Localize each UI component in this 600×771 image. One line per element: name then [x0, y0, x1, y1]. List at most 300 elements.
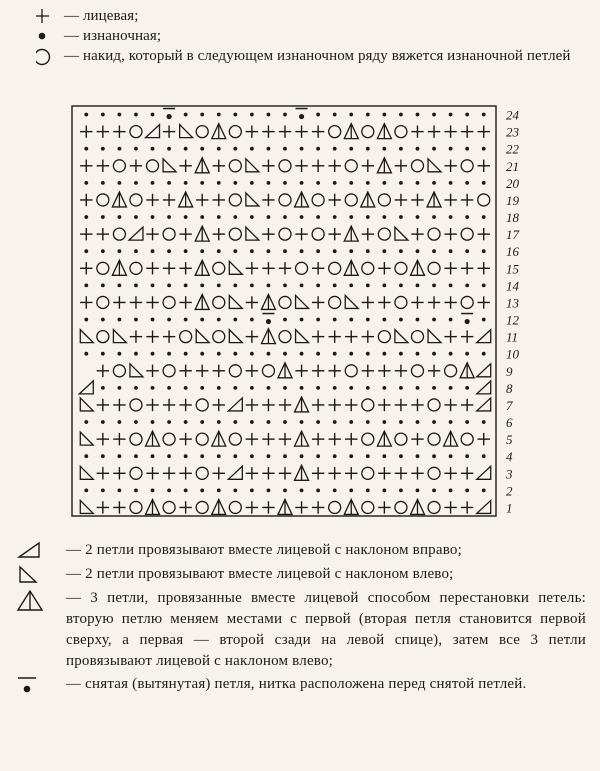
purl-stitch	[250, 318, 254, 322]
knit-stitch	[246, 433, 258, 445]
knit-stitch	[113, 125, 125, 137]
knit-stitch	[80, 125, 92, 137]
purl-stitch	[349, 215, 353, 219]
yarn-over-stitch	[196, 433, 208, 445]
knit-stitch	[246, 330, 258, 342]
purl-stitch	[267, 249, 271, 253]
knit-stitch	[411, 296, 423, 308]
purl-stitch	[167, 147, 171, 151]
purl-stitch	[151, 215, 155, 219]
knit-stitch	[279, 467, 291, 479]
purl-stitch	[167, 283, 171, 287]
purl-stitch	[399, 488, 403, 492]
purl-stitch	[300, 215, 304, 219]
purl-stitch	[349, 181, 353, 185]
knit-stitch	[295, 501, 307, 513]
purl-stitch	[449, 181, 453, 185]
purl-stitch	[217, 147, 221, 151]
legend-row-slipped	[14, 674, 586, 696]
purl-stitch	[283, 420, 287, 424]
knit-stitch	[362, 160, 374, 172]
row-number: 15	[506, 261, 519, 277]
purl-stitch	[151, 249, 155, 253]
purl-stitch	[382, 215, 386, 219]
dec-3-stitch	[295, 192, 309, 207]
dec-left-stitch	[296, 330, 309, 343]
purl-stitch	[233, 147, 237, 151]
chart-row	[80, 294, 490, 309]
purl-stitch	[167, 420, 171, 424]
yarn-over-stitch	[378, 331, 390, 343]
knit-stitch	[179, 399, 191, 411]
purl-stitch	[333, 147, 337, 151]
purl-stitch	[167, 352, 171, 356]
yarn-over-stitch	[229, 433, 241, 445]
purl-stitch	[399, 318, 403, 322]
purl-stitch	[449, 454, 453, 458]
knit-stitch	[378, 467, 390, 479]
purl-stitch	[366, 249, 370, 253]
chart-row	[84, 147, 485, 151]
purl-stitch	[316, 488, 320, 492]
purl-stitch	[449, 318, 453, 322]
purl-stitch	[300, 181, 304, 185]
knit-stitch	[113, 296, 125, 308]
purl-stitch	[250, 147, 254, 151]
dec-left-stitch	[80, 500, 93, 513]
yarn-over-stitch	[130, 194, 142, 206]
dec-right-stitch	[477, 330, 491, 343]
purl-stitch	[333, 283, 337, 287]
purl-stitch	[217, 488, 221, 492]
knit-stitch	[345, 330, 357, 342]
dec-left-stitch	[395, 227, 408, 240]
purl-stitch	[267, 454, 271, 458]
purl-stitch	[432, 318, 436, 322]
purl-stitch	[184, 147, 188, 151]
knit-stitch	[295, 228, 307, 240]
yarn-over-stitch	[196, 467, 208, 479]
chart-row	[84, 283, 485, 287]
chart-row	[80, 465, 490, 480]
dec-right-stitch	[79, 381, 93, 394]
knit-stitch	[461, 330, 473, 342]
yarn-over-stitch	[163, 501, 175, 513]
dec-left-icon	[14, 564, 66, 586]
yarn-over-stitch	[229, 160, 241, 172]
purl-stitch	[200, 249, 204, 253]
knit-stitch	[179, 365, 191, 377]
purl-stitch	[200, 113, 204, 117]
purl-stitch	[399, 249, 403, 253]
purl-stitch	[118, 249, 122, 253]
purl-stitch	[300, 488, 304, 492]
purl-stitch	[184, 215, 188, 219]
purl-stitch	[482, 488, 486, 492]
purl-stitch	[366, 181, 370, 185]
purl-stitch	[233, 283, 237, 287]
knit-stitch	[395, 194, 407, 206]
knit-stitch	[378, 399, 390, 411]
purl-stitch	[432, 488, 436, 492]
purl-stitch	[101, 147, 105, 151]
purl-stitch	[250, 181, 254, 185]
knit-stitch	[179, 262, 191, 274]
knit-stitch	[146, 365, 158, 377]
purl-stitch	[382, 283, 386, 287]
dec-3-stitch	[295, 397, 309, 412]
purl-stitch	[167, 386, 171, 390]
yarn-over-stitch	[279, 194, 291, 206]
knit-stitch	[130, 296, 142, 308]
knit-stitch	[146, 399, 158, 411]
yarn-over-stitch	[130, 467, 142, 479]
purl-stitch	[118, 283, 122, 287]
knit-stitch	[97, 467, 109, 479]
knit-stitch	[113, 433, 125, 445]
dec-3-stitch	[377, 124, 391, 139]
dec-3-stitch	[195, 294, 209, 309]
knit-stitch	[80, 194, 92, 206]
yarn-over-stitch	[163, 296, 175, 308]
purl-stitch	[316, 249, 320, 253]
yarn-over-stitch	[428, 467, 440, 479]
chart-row	[80, 158, 490, 173]
purl-stitch	[416, 386, 420, 390]
yarn-over-stitch	[130, 262, 142, 274]
yarn-over-stitch	[329, 296, 341, 308]
purl-stitch	[283, 181, 287, 185]
knit-stitch	[262, 228, 274, 240]
purl-stitch	[217, 454, 221, 458]
purl-stitch	[134, 215, 138, 219]
knit-stitch	[395, 467, 407, 479]
knit-stitch	[312, 433, 324, 445]
purl-stitch	[101, 181, 105, 185]
purl-stitch	[134, 488, 138, 492]
purl-stitch	[151, 181, 155, 185]
chart-row	[80, 397, 490, 412]
yarn-over-stitch	[97, 262, 109, 274]
knit-stitch	[411, 467, 423, 479]
knit-stitch	[478, 125, 490, 137]
purl-stitch	[118, 147, 122, 151]
purl-stitch	[250, 454, 254, 458]
purl-stitch	[482, 113, 486, 117]
dec-3-stitch	[278, 363, 292, 378]
dec-left-stitch	[428, 330, 441, 343]
purl-stitch	[432, 386, 436, 390]
purl-stitch	[465, 147, 469, 151]
dec-3-stitch	[377, 158, 391, 173]
dec-left-stitch	[229, 330, 242, 343]
purl-stitch	[184, 420, 188, 424]
purl-stitch	[300, 249, 304, 253]
purl-stitch	[399, 352, 403, 356]
purl-stitch	[283, 113, 287, 117]
row-number: 11	[506, 329, 519, 345]
knit-stitch	[246, 501, 258, 513]
yarn-over-stitch	[445, 365, 457, 377]
purl-stitch	[349, 352, 353, 356]
purl-stitch	[250, 352, 254, 356]
chart-row	[80, 260, 490, 275]
dec-3-stitch	[344, 260, 358, 275]
yarn-over-stitch	[461, 433, 473, 445]
knit-stitch	[428, 365, 440, 377]
purl-stitch	[267, 113, 271, 117]
knit-stitch	[428, 125, 440, 137]
knit-stitch	[411, 433, 423, 445]
purl-stitch	[217, 249, 221, 253]
purl-stitch	[118, 386, 122, 390]
purl-stitch	[267, 352, 271, 356]
purl-stitch	[449, 249, 453, 253]
yarn-over-stitch	[362, 501, 374, 513]
purl-stitch	[233, 249, 237, 253]
knit-stitch	[213, 365, 225, 377]
purl-stitch	[482, 352, 486, 356]
purl-stitch	[316, 215, 320, 219]
purl-stitch	[84, 113, 88, 117]
dec-3-stitch	[460, 363, 474, 378]
chart-row	[84, 109, 485, 120]
yarn-over-stitch	[345, 365, 357, 377]
yarn-over-stitch	[229, 365, 241, 377]
dec-right-stitch	[146, 125, 160, 138]
purl-stitch	[118, 181, 122, 185]
knit-stitch	[411, 125, 423, 137]
purl-stitch	[167, 488, 171, 492]
dec-left-stitch	[130, 364, 143, 377]
purl-stitch	[200, 215, 204, 219]
dec-3-stitch	[195, 260, 209, 275]
yarn-over-stitch	[113, 160, 125, 172]
knit-stitch	[411, 228, 423, 240]
purl-stitch	[101, 454, 105, 458]
knit-stitch	[312, 399, 324, 411]
purl-stitch	[416, 147, 420, 151]
knit-stitch	[411, 399, 423, 411]
purl-stitch	[250, 386, 254, 390]
chart-row	[84, 420, 485, 424]
yarn-over-stitch	[362, 126, 374, 138]
row-number: 5	[506, 432, 513, 448]
yarn-over-stitch	[395, 433, 407, 445]
yarn-over-stitch	[428, 262, 440, 274]
purl-stitch	[416, 488, 420, 492]
purl-stitch	[349, 488, 353, 492]
knit-stitch	[378, 262, 390, 274]
purl-stitch	[333, 181, 337, 185]
row-number: 6	[506, 415, 513, 431]
knit-stitch	[312, 160, 324, 172]
purl-stitch	[101, 318, 105, 322]
knit-stitch	[146, 262, 158, 274]
purl-stitch	[482, 147, 486, 151]
knit-stitch	[246, 296, 258, 308]
yarn-over-stitch	[163, 228, 175, 240]
purl-stitch	[217, 283, 221, 287]
purl-stitch	[465, 181, 469, 185]
purl-stitch	[217, 420, 221, 424]
purl-stitch	[366, 283, 370, 287]
knit-stitch	[130, 330, 142, 342]
row-number: 9	[506, 363, 513, 379]
dec-left-stitch	[113, 330, 126, 343]
purl-stitch	[134, 352, 138, 356]
knit-stitch	[262, 433, 274, 445]
knit-stitch	[163, 467, 175, 479]
knit-stitch	[163, 125, 175, 137]
yarn-over-stitch	[196, 501, 208, 513]
knit-stitch	[97, 501, 109, 513]
purl-stitch	[200, 352, 204, 356]
purl-stitch	[300, 420, 304, 424]
yarn-over-stitch	[130, 399, 142, 411]
yarn-over-stitch	[362, 433, 374, 445]
purl-stitch	[432, 147, 436, 151]
chart-row	[80, 192, 490, 207]
knit-stitch	[179, 228, 191, 240]
purl-stitch	[382, 249, 386, 253]
dec-right-stitch	[477, 466, 491, 479]
knit-stitch	[97, 433, 109, 445]
purl-stitch	[184, 386, 188, 390]
dec-3-stitch	[261, 294, 275, 309]
knit-stitch	[312, 125, 324, 137]
purl-stitch	[382, 386, 386, 390]
purl-stitch	[84, 249, 88, 253]
purl-stitch	[217, 113, 221, 117]
knit-stitch	[461, 194, 473, 206]
chart-row	[80, 431, 490, 446]
yarn-over-stitch	[296, 262, 308, 274]
knit-stitch	[113, 501, 125, 513]
yarn-over-stitch	[478, 194, 490, 206]
purl-stitch	[416, 420, 420, 424]
legend-text-dec-3: — 3 петли, провязанные вместе лицевой способом перестановки петель: вторую петлю меняем местами с первой (вторая петля становится первой сверху, а первая — второй сзади на левой спице), затем все 3 петли провязывают лицевой с наклоном влево;	[66, 590, 586, 669]
knit-stitch	[362, 228, 374, 240]
purl-stitch	[233, 352, 237, 356]
dec-left-stitch	[80, 466, 93, 479]
purl-stitch	[416, 283, 420, 287]
row-number: 7	[506, 397, 513, 413]
legend-row-dec-3	[14, 588, 586, 672]
dec-left-stitch	[80, 398, 93, 411]
chart-row	[84, 454, 485, 458]
purl-stitch	[300, 386, 304, 390]
purl-stitch	[200, 454, 204, 458]
knit-stitch	[179, 160, 191, 172]
dec-right-icon	[14, 540, 66, 562]
yarn-over-stitch	[130, 433, 142, 445]
purl-stitch	[300, 147, 304, 151]
knit-stitch	[246, 125, 258, 137]
dec-left-stitch	[163, 159, 176, 172]
knit-stitch	[146, 330, 158, 342]
knit-stitch	[444, 194, 456, 206]
purl-stitch	[118, 420, 122, 424]
purl-stitch	[267, 147, 271, 151]
purl-stitch	[382, 147, 386, 151]
purl-stitch	[283, 318, 287, 322]
dec-left-stitch	[345, 295, 358, 308]
purl-stitch	[267, 283, 271, 287]
purl-stitch	[316, 113, 320, 117]
purl-stitch	[399, 283, 403, 287]
dec-3-stitch	[112, 260, 126, 275]
purl-stitch	[316, 318, 320, 322]
purl-stitch	[267, 386, 271, 390]
purl-stitch	[151, 386, 155, 390]
dec-right-stitch	[477, 398, 491, 411]
dec-3-stitch	[344, 124, 358, 139]
purl-stitch	[118, 488, 122, 492]
purl-stitch	[399, 454, 403, 458]
yarn-over-stitch	[428, 501, 440, 513]
purl-stitch	[482, 283, 486, 287]
knit-stitch	[163, 194, 175, 206]
purl-stitch	[482, 215, 486, 219]
purl-stitch	[416, 318, 420, 322]
chart-row	[84, 352, 485, 356]
chart-row	[80, 329, 490, 344]
purl-stitch	[250, 249, 254, 253]
purl-stitch	[151, 318, 155, 322]
chart-row	[84, 249, 485, 253]
knit-stitch	[478, 262, 490, 274]
knit-stitch	[146, 467, 158, 479]
row-number: 22	[506, 141, 519, 157]
purl-stitch	[184, 249, 188, 253]
purl-stitch	[465, 454, 469, 458]
purl-stitch	[333, 318, 337, 322]
knit-stitch	[444, 501, 456, 513]
purl-stitch	[267, 488, 271, 492]
purl-stitch	[465, 249, 469, 253]
chart-row	[84, 181, 485, 185]
purl-stitch	[250, 420, 254, 424]
knit-stitch	[246, 467, 258, 479]
purl-stitch	[366, 215, 370, 219]
knit-stitch	[146, 194, 158, 206]
purl-stitch	[101, 352, 105, 356]
row-number: 1	[506, 500, 513, 516]
knit-stitch	[213, 194, 225, 206]
yarn-over-stitch	[378, 194, 390, 206]
purl-stitch	[366, 352, 370, 356]
knit-stitch	[262, 262, 274, 274]
purl-stitch	[283, 386, 287, 390]
dec-3-stitch	[444, 431, 458, 446]
dec-left-stitch	[229, 261, 242, 274]
purl-stitch	[151, 420, 155, 424]
knit-stitch	[163, 330, 175, 342]
purl-stitch	[84, 488, 88, 492]
knit-stitch	[444, 330, 456, 342]
dec-3-stitch	[195, 226, 209, 241]
yarn-over-stitch	[180, 331, 192, 343]
knit-stitch	[295, 160, 307, 172]
yarn-over-stitch	[147, 160, 159, 172]
purl-stitch	[449, 215, 453, 219]
yarn-over-stitch	[329, 501, 341, 513]
purl-stitch	[333, 113, 337, 117]
knit-stitch	[378, 501, 390, 513]
purl-stitch	[184, 488, 188, 492]
purl-stitch	[233, 420, 237, 424]
